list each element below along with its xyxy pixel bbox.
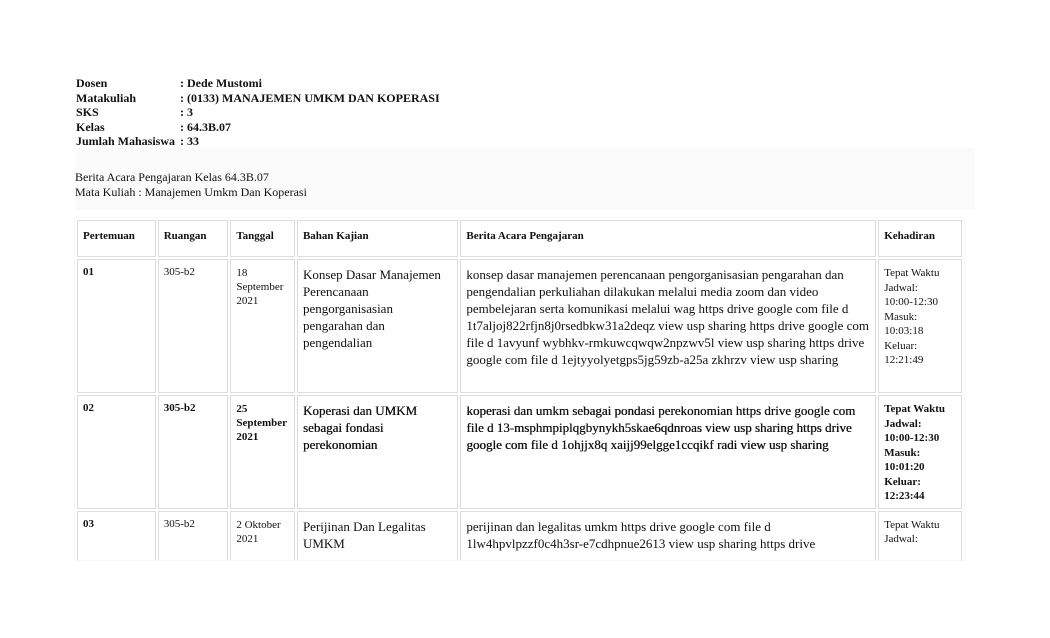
attendance-status: Tepat Waktu (884, 518, 940, 531)
attendance-keluar-label: Keluar: (884, 475, 921, 488)
date-month: September (236, 281, 284, 293)
info-value: : (0133) MANAJEMEN UMKM DAN KOPERASI (180, 90, 440, 105)
cell-tanggal (230, 259, 295, 393)
teaching-report-table (75, 218, 964, 560)
cell-ruangan: 305-b2 (158, 395, 229, 509)
info-row-kelas (76, 120, 440, 135)
report-banner (75, 148, 975, 210)
date-day: 2 Oktober (236, 518, 281, 531)
attendance-jadwal-label: Jadwal: (884, 417, 922, 430)
cell-ruangan: 305-b2 (158, 511, 229, 561)
cell-kehadiran (878, 259, 962, 393)
info-value: : 3 (180, 105, 193, 120)
cell-tanggal (230, 395, 295, 509)
table-row (77, 511, 962, 561)
attendance-status: Tepat Waktu (884, 267, 940, 279)
info-row-matakuliah (76, 91, 440, 106)
attendance-jadwal: 10:00-12:30 (884, 432, 940, 444)
banner-text (75, 170, 307, 199)
attendance-masuk-label: Masuk: (884, 446, 921, 459)
cell-tanggal (230, 511, 295, 561)
table-row (77, 259, 962, 393)
table-header-row (77, 220, 962, 257)
attendance-keluar: 12:21:49 (884, 354, 924, 366)
info-row-sks (76, 105, 440, 120)
attendance-keluar-label: Keluar: (884, 339, 918, 352)
header-bahan-kajian: Bahan Kajian (297, 220, 458, 257)
cell-kehadiran (878, 395, 962, 509)
teaching-report-table-container (75, 218, 964, 560)
attendance-masuk: 10:03:18 (884, 325, 924, 337)
info-label: Jumlah Mahasiswa (76, 134, 176, 149)
date-day: 18 (236, 267, 248, 279)
attendance-status: Tepat Waktu (884, 403, 946, 415)
cell-kehadiran (878, 511, 962, 561)
date-year: 2021 (236, 431, 259, 443)
attendance-masuk-label: Masuk: (884, 310, 918, 323)
header-pertemuan: Pertemuan (77, 220, 156, 257)
date-day: 25 (236, 403, 248, 415)
date-year: 2021 (236, 532, 259, 545)
course-info (76, 76, 440, 149)
info-row-jumlah-mahasiswa (76, 134, 440, 149)
attendance-jadwal-label: Jadwal: (884, 533, 918, 545)
cell-ruangan: 305-b2 (158, 259, 229, 393)
cell-berita-acara: koperasi dan umkm sebagai pondasi perekonomian https drive google com file d 13-msphmpiplqgbynykh5skae6qdnroas view usp sharing https drive google com file d 1ohjjx8q xaijj99elgge1ccqikf radi view usp sharing (460, 395, 876, 509)
info-row-dosen (76, 76, 440, 91)
cell-pertemuan: 03 (77, 511, 156, 561)
cell-bahan-kajian: Koperasi dan UMKM sebagai fondasi perekonomian (297, 395, 458, 509)
info-value: : 64.3B.07 (180, 119, 231, 134)
info-label: Kelas (76, 119, 105, 134)
header-ruangan: Ruangan (158, 220, 229, 257)
header-kehadiran: Kehadiran (878, 220, 962, 257)
date-month: September (236, 417, 288, 429)
cell-pertemuan: 02 (77, 395, 156, 509)
attendance-keluar: 12:23:44 (884, 490, 925, 502)
table-row (77, 395, 962, 509)
info-value: : 33 (180, 134, 199, 149)
header-tanggal: Tanggal (230, 220, 295, 257)
info-label: Matakuliah (76, 90, 137, 105)
info-label: SKS (76, 105, 99, 120)
info-label: Dosen (76, 76, 108, 90)
info-value: : Dede Mustomi (180, 76, 262, 90)
date-year: 2021 (236, 295, 259, 307)
attendance-jadwal: 10:00-12:30 (884, 296, 938, 308)
attendance-jadwal-label: Jadwal: (884, 281, 918, 294)
header-berita-acara: Berita Acara Pengajaran (460, 220, 876, 257)
attendance-masuk: 10:01:20 (884, 461, 925, 473)
cell-berita-acara: konsep dasar manajemen perencanaan pengorganisasian pengarahan dan pengendalian perkuliahan dilakukan melalui media zoom dan video pembelejaran serta komunikasi melalui wag https drive google com file d 1t7aljoj822rfjn8j0rsedbkw31a2deqz view usp sharing https drive google com file d 1avyunf wybhkv-rmkuwcqwqw2npzwv5l view usp sharing https drive google com file d 1ejtyyolyetgps5jg59zb-a25a zkhrzv view usp sharing (460, 259, 876, 393)
cell-pertemuan: 01 (77, 259, 156, 393)
banner-title: Berita Acara Pengajaran Kelas 64.3B.07 (75, 170, 269, 184)
banner-subtitle: Mata Kuliah : Manajemen Umkm Dan Koperasi (75, 184, 307, 199)
cell-berita-acara: perijinan dan legalitas umkm https drive google com file d 1lw4hpvlpzzf0c4h3sr-e7cdhpnue2613 view usp sharing https drive (460, 511, 876, 561)
cell-bahan-kajian: Konsep Dasar Manajemen Perencanaan pengorganisasian pengarahan dan pengendalian (297, 259, 458, 393)
cell-bahan-kajian: Perijinan Dan Legalitas UMKM (297, 511, 458, 561)
